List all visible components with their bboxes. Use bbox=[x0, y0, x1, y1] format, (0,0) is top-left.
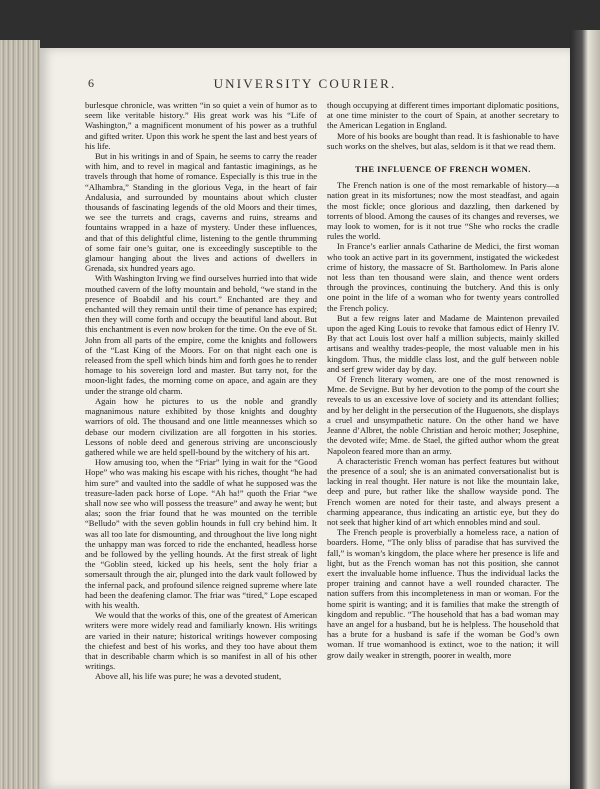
article-paragraph-6: The French people is proverbially a homeless race, a nation of boarders. Home, “The only bliss of paradise that has survived the fall,” is woman’s kingdom, the place where her presence is life and light, but as the French woman has not this position, she cannot exert the invaluable home influence. Thus the individual lacks the proper training and cannot have a well rounded character. The nation suffers from this incompleteness in man or woman. For the home spirit is wanting; and it is families that make the strength of kingdom and republic. “The household that has a bad woman may have an angel for a husband, but he is helpless. The household that has a brute for a husband is safe if the woman be God’s own woman. If true womanhood is extinct, woe to the nation; it will grow daily weaker in strength, poorer in wealth, more bbox=[327, 527, 559, 660]
left-paragraph-1: burlesque chronicle, was written “in so quiet a vein of humor as to seem like veritable history.” His great work was his “Life of Washington,” a magnificent monument of his power as a truthful and gifted writer. Upon this work he spent the last and best years of his life. bbox=[85, 100, 317, 151]
article-paragraph-4: Of French literary women, are one of the most renowned is Mme. de Sevigne. But by her devotion to the pomp of the court she reveals to us an excessive love of society and its attendant follies; and by her delight in the persecution of the Huguenots, she displays a cruel and unsympathetic nature. On the other hand we have Jeanne d’Albret, the noble Christian and heroic mother; Josephine, the devoted wife; Mme. de Stael, the gifted author whom the great Napoleon feared more than an army. bbox=[327, 374, 559, 456]
book-right-edge bbox=[570, 30, 600, 789]
newspaper-page bbox=[40, 48, 570, 789]
left-paragraph-2: But in his writings in and of Spain, he seems to carry the reader with him, and to revel in magical and fantastic imaginings, as he travels through that home of romance. Especially is this true in the “Alhambra,” Standing in the glorious Vega, in the heart of fair Andalusia, and surrounded by mountains about which cluster thousands of fascinating legends of the old Moors and their times, we see the turrets and crags, caverns and ruins, streams and fountains wrapped in a haze of mystery. Under these influences, and that of this delightful clime, listening to the gentle thrumming of some fair one’s guitar, one is exceedingly susceptible to the glamour hanging about the lives and actions of dwellers in Grenada, six hundred years ago. bbox=[85, 151, 317, 274]
article-paragraph-3: But a few reigns later and Madame de Maintenon prevailed upon the aged King Louis to revoke that famous edict of Henry IV. By that act Louis lost over half a million subjects, mainly skilled artisans and wealthy trades-people, the most valuable men in his kingdom. Thus, the middle class lost, and the gulf between noble and serf grew wider day by day. bbox=[327, 312, 559, 374]
article-paragraph-5: A characteristic French woman has perfect features but without the presence of a soul; she is an animated conversationalist but is lacking in real thought. Her nature is not like the mountain lake, deep and pure, but rather like the shallow wayside pond. The French women are noted for their taste, and always present a charming appearance, thus indicating an artistic eye, but they do not seek that higher kind of art which ennobles mind and soul. bbox=[327, 455, 559, 527]
article-paragraph-2: In France’s earlier annals Catharine de Medici, the first woman who took an active part in its government, instigated the wickedest crime of history, the massacre of St. Bartholomew. In Paris alone not less than ten thousand were slain, and thence went orders through the provinces, continuing the butchery. And this is only one point in the life of a woman who for twenty years controlled the French policy. bbox=[327, 241, 559, 313]
page-header bbox=[40, 74, 570, 92]
left-paragraph-7: Above all, his life was pure; he was a devoted student, bbox=[95, 671, 282, 682]
right-intro-paragraph-1: though occupying at different times important diplomatic positions, at one time minister to the court of Spain, at another secretary to the American Legation in England. bbox=[327, 100, 559, 131]
left-column bbox=[85, 100, 317, 789]
left-paragraph-6: We would that the works of this, one of the greatest of American writers were more widely read and familiarly known. His writings are varied in their nature; historical writings however composing the chiefest and best of his works, and they too have about them that in describable charm which is so manifest in all of his other writings. bbox=[85, 610, 317, 672]
left-paragraph-5: How amusing too, when the “Friar” lying in wait for the “Good Hope” who was making his escape with his riches, thought “he had him sure” and vaulted into the saddle of what he supposed was the treasure-laden pack horse of Lope. “Ah ha!” quoth the Friar “we shall now see who will possess the treasure” and away he went; but alas; soon the friar found that he was mounted on the terrible “Belludo” with the seven goblin hounds in full cry behind him. It was all too late for dismounting, and throughout the live long night the unhappy man was forced to ride the enchanted, headless horse and be followed by the yelling hounds. At the first streak of light the “Goblin steed, kicked up his heels, sent the holy friar a somersault through the air, plunged into the dark vault followed by the infernal pack, and profound silence reigned supreme where late had been the deafening clamor. The friar was “tired,” Lope escaped with his wealth. bbox=[85, 457, 317, 610]
book-page-edges bbox=[0, 40, 40, 789]
journal-title: UNIVERSITY COURIER. bbox=[213, 76, 397, 91]
right-intro-paragraph-2: More of his books are bought than read. It is fashionable to have such works on the shelves, but alas, seldom is it that we read them. bbox=[327, 130, 559, 151]
page-number: 6 bbox=[88, 76, 94, 90]
left-paragraph-3: With Washington Irving we find ourselves hurried into that wide mouthed cavern of the lofty mountain and behold, “we stand in the presence of Boabdil and his court.” Enchanted are they and enchanted will they remain until their time of penance has expired; then they will come forth and occupy the beautiful land about. But this enchantment is even now broken for the time. On the eve of St. John from all parts of the empire, come the knights and followers of the “Last King of the Moors. For on that night each one is released from the spell which binds him and forth goes he to render homage to his sovereign lord and master. But tarry not, for the moon-light fades, the morning come on apace, and again are they under the strange old charm. bbox=[85, 273, 317, 396]
right-column bbox=[327, 100, 559, 789]
article-title: THE INFLUENCE OF FRENCH WOMEN. bbox=[355, 164, 531, 175]
left-paragraph-4: Again how he pictures to us the noble and grandly magnanimous nature exhibited by those knights and doughty warriors of old. The thousand and one little meannesses which so debase our modern civilization are all forgotten in his stories. Lessons of noble deed and generous striving are unconsciously gathered while we are held spell-bound by the witchery of his art. bbox=[85, 395, 317, 457]
article-paragraph-1: The French nation is one of the most remarkable of history—a nation great in its misfortunes; now the most steadfast, and again the most fickle; once glorious and dazzling, then darkened by torrents of blood. Among the causes of its changes and reverses, we may look to women, for is it not true “She who rocks the cradle rules the world. bbox=[327, 180, 559, 242]
